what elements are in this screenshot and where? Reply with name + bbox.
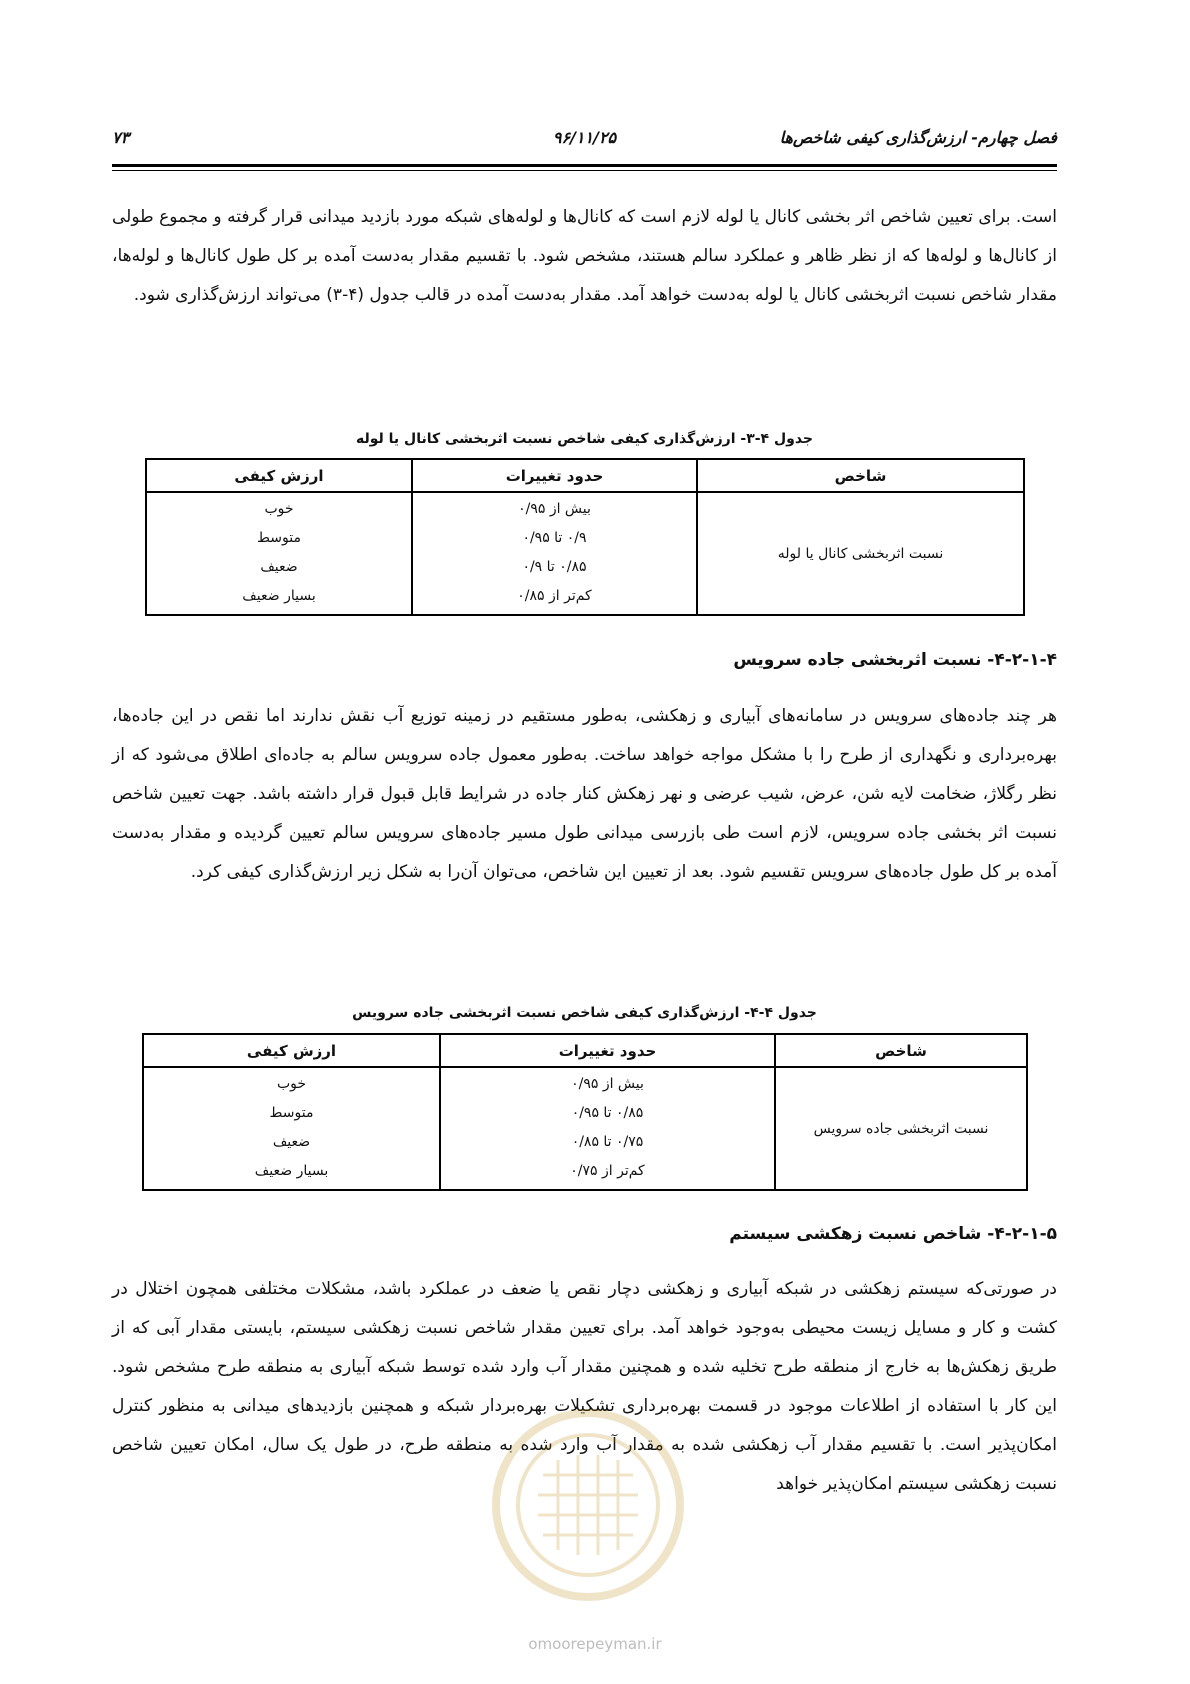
value-cell bbox=[146, 492, 412, 615]
chapter-title: فصل چهارم- ارزش‌گذاری کیفی شاخص‌ها bbox=[779, 128, 1057, 147]
range-item: ۰/۹ تا ۰/۹۵ bbox=[522, 530, 587, 546]
section-heading-5: ۴-۲-۱-۵- شاخص نسبت زهکشی سیستم bbox=[729, 1224, 1057, 1244]
value-cell bbox=[143, 1067, 440, 1190]
header-range: حدود تغییرات bbox=[412, 459, 697, 492]
index-cell: نسبت اثربخشی کانال یا لوله bbox=[697, 492, 1024, 615]
range-cell bbox=[412, 492, 697, 615]
header-value: ارزش کیفی bbox=[143, 1034, 440, 1067]
table-header-row bbox=[143, 1034, 1027, 1067]
header-range: حدود تغییرات bbox=[440, 1034, 775, 1067]
range-item: کم‌تر از ۰/۸۵ bbox=[517, 588, 592, 604]
table-header-row bbox=[146, 459, 1024, 492]
index-cell: نسبت اثربخشی جاده سرویس bbox=[775, 1067, 1027, 1190]
header-rule-thick bbox=[112, 164, 1057, 167]
value-item: متوسط bbox=[257, 530, 301, 546]
page-number: ۷۳ bbox=[112, 128, 130, 147]
table-4 bbox=[142, 1033, 1028, 1191]
value-item: بسیار ضعیف bbox=[242, 588, 316, 604]
value-item: خوب bbox=[276, 1076, 307, 1092]
header-value: ارزش کیفی bbox=[146, 459, 412, 492]
table-3 bbox=[145, 458, 1025, 616]
table-row bbox=[143, 1067, 1027, 1190]
header-rule-thin bbox=[112, 170, 1057, 171]
range-item: ۰/۷۵ تا ۰/۸۵ bbox=[571, 1134, 644, 1150]
value-item: بسیار ضعیف bbox=[254, 1163, 329, 1179]
value-item: متوسط bbox=[269, 1105, 314, 1121]
value-item: ضعیف bbox=[260, 559, 298, 575]
range-item: ۰/۸۵ تا ۰/۹۵ bbox=[571, 1105, 644, 1121]
range-item: بیش از ۰/۹۵ bbox=[518, 501, 591, 517]
range-item: ۰/۸۵ تا ۰/۹ bbox=[522, 559, 587, 575]
paragraph-2: هر چند جاده‌های سرویس در سامانه‌های آبیاری و زهکشی، به‌طور مستقیم در زمینه توزیع آب نقش ندارند اما نقص در این جاده‌ها، بهره‌برداری و نگهداری از طرح را با مشکل مواجه خواهد ساخت. به‌طور معمول جاده سرویس سالم به جاده‌ای اطلاق می‌شود که از نظر رگلاژ، ضخامت لایه شن، عرض، شیب عرضی و نهر زهکش کنار جاده در شرایط قابل قبول قرار داشته باشد. جهت تعیین شاخص نسبت اثر بخشی جاده سرویس، لازم است طی بازرسی میدانی طول مسیر جاده‌های سرویس سالم تعیین گردیده و مقدار به‌دست آمده بر کل طول جاده‌های سرویس تقسیم شود. بعد از تعیین این شاخص، می‌توان آن‌را به شکل زیر ارزش‌گذاری کیفی کرد. bbox=[112, 706, 1057, 882]
paragraph-3: در صورتی‌که سیستم زهکشی در شبکه آبیاری و زهکشی دچار نقص یا ضعف در عملکرد باشد، مشکلات مختلفی همچون اختلال در کشت و کار و مسایل زیست محیطی به‌وجود خواهد آمد. برای تعیین مقدار شاخص نسبت زهکشی سیستم، بایستی مقدار آبی که از طریق زهکش‌ها به خارج از منطقه طرح تخلیه شده و همچنین مقدار آب وارد شده توسط شبکه آبیاری به منطقه طرح مشخص شود. این کار با استفاده از اطلاعات موجود در قسمت بهره‌برداری تشکیلات بهره‌بردار شبکه و همچنین بازدیدهای میدانی به منظور کنترل امکان‌پذیر است. با تقسیم مقدار آب زهکشی شده به مقدار آب وارد شده به منطقه طرح، در طول یک سال، امکان تعیین شاخص نسبت زهکشی سیستم امکان‌پذیر خواهد bbox=[112, 1279, 1057, 1494]
table-4-caption: جدول ۴-۴- ارزش‌گذاری کیفی شاخص نسبت اثربخشی جاده سرویس bbox=[352, 1005, 817, 1021]
watermark-url: omoorepeyman.ir bbox=[528, 1635, 662, 1653]
paragraph-1: است. برای تعیین شاخص اثر بخشی کانال یا لوله لازم است که کانال‌ها و لوله‌های شبکه مورد بازدید میدانی قرار گرفته و مجموع طولی از کانال‌ها و لوله‌ها که از نظر ظاهر و عملکرد سالم هستند، مشخص شود. با تقسیم مقدار به‌دست آمده بر کل طول کانال‌ها و لوله‌ها، مقدار شاخص نسبت اثربخشی کانال یا لوله به‌دست خواهد آمد. مقدار به‌دست آمده در قالب جدول (۴-۳) می‌تواند ارزش‌گذاری شود. bbox=[112, 207, 1057, 305]
range-item: کم‌تر از ۰/۷۵ bbox=[570, 1163, 645, 1179]
page-header bbox=[112, 128, 1057, 158]
value-item: ضعیف bbox=[272, 1134, 311, 1150]
header-index: شاخص bbox=[775, 1034, 1027, 1067]
header-date: ۹۶/۱۱/۲۵ bbox=[552, 128, 617, 147]
table-3-caption: جدول ۴-۳- ارزش‌گذاری کیفی شاخص نسبت اثربخشی کانال یا لوله bbox=[356, 431, 813, 447]
header-index: شاخص bbox=[697, 459, 1024, 492]
table-row bbox=[146, 492, 1024, 615]
range-item: بیش از ۰/۹۵ bbox=[571, 1076, 644, 1092]
section-heading-4: ۴-۲-۱-۴- نسبت اثربخشی جاده سرویس bbox=[733, 650, 1057, 670]
range-cell bbox=[440, 1067, 775, 1190]
watermark-seal-icon bbox=[488, 1405, 688, 1605]
value-item: خوب bbox=[264, 501, 294, 517]
